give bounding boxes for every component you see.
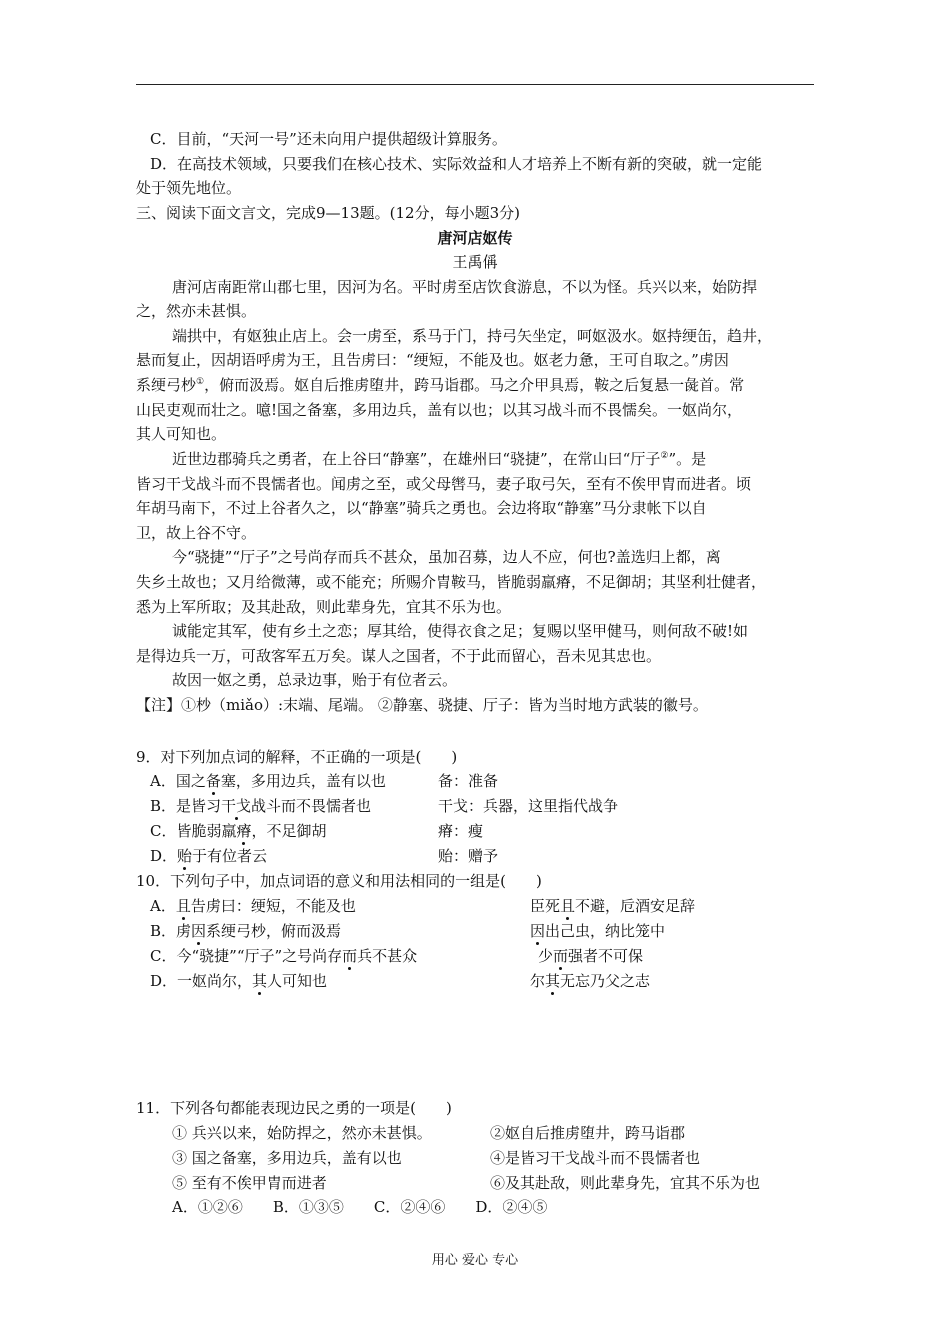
section-three-heading: 三、阅读下面文言文，完成9—13题。(12分，每小题3分)	[136, 204, 520, 222]
footnote-mark: ①	[196, 377, 205, 387]
question-9-explanation-a: 备：准备	[438, 772, 499, 790]
paragraph-line: 故因一妪之勇，总录边事，贻于有位者云。	[172, 671, 458, 689]
question-10-option-b-right: 因出己虫，纳比笼中	[530, 922, 666, 940]
question-11-item: ⑥及其赴敌，则此辈身先，宜其不乐为也	[490, 1174, 761, 1192]
paragraph-line: 其人可知也。	[136, 425, 227, 443]
question-11-item: ④是皆习干戈战斗而不畏懦者也	[490, 1149, 701, 1167]
option-d-line: D．在高技术领域，只要我们在核心技术、实际效益和人才培养上不断有新的突破，就一定能	[150, 155, 763, 173]
paragraph-line: 年胡马南下，不过上谷者久之，以“静塞”骑兵之勇也。会边将取“静塞”马分隶帐下以自	[136, 499, 707, 517]
paragraph-line: 唐河店南距常山郡七里，因河为名。平时虏至店饮食游息，不以为怪。兵兴以来，始防捍	[172, 278, 758, 296]
article-author: 王禹偁	[452, 253, 498, 271]
paragraph-line: 今“骁捷”“厅子”之号尚存而兵不甚众，虽加召募，边人不应，何也?盖选归上都，离	[172, 548, 721, 566]
page-footer: 用心 爱心 专心	[431, 1253, 519, 1268]
question-10-option-a-right: 臣死且不避，卮酒安足辞	[530, 897, 696, 915]
paragraph-line: 山民吏观而壮之。噫!国之备塞，多用边兵，盖有以也；以其习战斗而不畏懦矣。一妪尚尔，	[136, 401, 743, 419]
question-9-explanation-d: 贻：赠予	[438, 847, 499, 865]
question-10-option-c-right: 少而强者不可保	[538, 947, 644, 965]
question-11-stem: 11．下列各句都能表现边民之勇的一项是( )	[136, 1099, 452, 1117]
question-10-option-d-left: D．一妪尚尔，其人可知也	[150, 972, 328, 990]
question-10-option-a-left: A．且告虏曰：绠短，不能及也	[150, 897, 356, 915]
question-11-item: ②妪自后推虏堕井，跨马诣郡	[490, 1124, 686, 1142]
question-11-item: ⑤ 至有不俟甲胄而进者	[172, 1174, 327, 1192]
question-11-item: ③ 国之备塞，多用边兵，盖有以也	[172, 1149, 402, 1167]
paragraph-line: 之，然亦未甚惧。	[136, 302, 257, 320]
paragraph-line: 卫，故上谷不守。	[136, 524, 257, 542]
article-title: 唐河店妪传	[437, 229, 513, 247]
question-10-option-d-right: 尔其无忘乃父之志	[530, 972, 651, 990]
question-9-option-a: A．国之备塞，多用边兵，盖有以也	[150, 772, 386, 790]
annotation-note: 【注】①杪（miǎo）:末端、尾端。 ②静塞、骁捷、厅子：皆为当时地方武装的徽号。	[136, 696, 708, 714]
paragraph-line: 端拱中，有妪独止店上。会一虏至，系马于门，持弓矢坐定，呵妪汲水。妪持绠缶，趋井，	[172, 327, 773, 345]
paragraph-line: 悉为上军所取；及其赴敌，则此辈身先，宜其不乐为也。	[136, 598, 512, 616]
question-9-option-d: D．贻于有位者云	[150, 847, 268, 865]
question-10-stem: 10．下列句子中，加点词语的意义和用法相同的一组是( )	[136, 872, 542, 890]
footnote-mark: ②	[660, 451, 669, 461]
option-c-line: C．目前，“天河一号”还未向用户提供超级计算服务。	[150, 130, 507, 148]
question-9-option-b: B．是皆习干戈战斗而不畏懦者也	[150, 797, 372, 815]
paragraph-line: 是得边兵一万，可敌客军五万矣。谋人之国者，不于此而留心，吾未见其忠也。	[136, 647, 662, 665]
question-11-item: ① 兵兴以来，始防捍之，然亦未甚惧。	[172, 1124, 432, 1142]
question-9-explanation-c: 瘠：瘦	[438, 822, 484, 840]
question-10-option-b-left: B．虏因系绠弓杪，俯而汲焉	[150, 922, 342, 940]
question-9-explanation-b: 干戈：兵器，这里指代战争	[438, 797, 619, 815]
header-rule	[136, 84, 814, 85]
paragraph-line: 失乡土故也；又月给微薄，或不能充；所赐介胄鞍马，皆脆弱羸瘠，不足御胡；其坚利壮健者，	[136, 573, 767, 591]
paragraph-line: 近世边郡骑兵之勇者，在上谷曰“静塞”，在雄州曰“骁捷”，在常山曰“厅子②”。是	[172, 450, 707, 468]
paragraph-line: 悬而复止，因胡语呼虏为王，且告虏曰：“绠短，不能及也。妪老力惫，王可自取之。”虏因	[136, 351, 729, 369]
question-11-choices: A．①②⑥ B．①③⑤ C．②④⑥ D．②④⑤	[172, 1198, 548, 1216]
question-9-stem: 9．对下列加点词的解释，不正确的一项是( )	[136, 748, 458, 766]
paragraph-line: 诚能定其军，使有乡土之恋；厚其给，使得衣食之足；复赐以坚甲健马，则何敌不破!如	[172, 622, 749, 640]
option-d-line-cont: 处于领先地位。	[136, 179, 242, 197]
paragraph-line: 系绠弓杪①，俯而汲焉。妪自后推虏堕井，跨马诣郡。马之介甲具焉，鞍之后复悬一彘首。常	[136, 376, 745, 394]
paragraph-line: 皆习干戈战斗而不畏懦者也。闻虏之至，或父母辔马，妻子取弓矢，至有不俟甲胄而进者。顷	[136, 475, 752, 493]
question-9-option-c: C．皆脆弱羸瘠，不足御胡	[150, 822, 327, 840]
question-10-option-c-left: C．今“骁捷”“厅子”之号尚存而兵不甚众	[150, 947, 418, 965]
